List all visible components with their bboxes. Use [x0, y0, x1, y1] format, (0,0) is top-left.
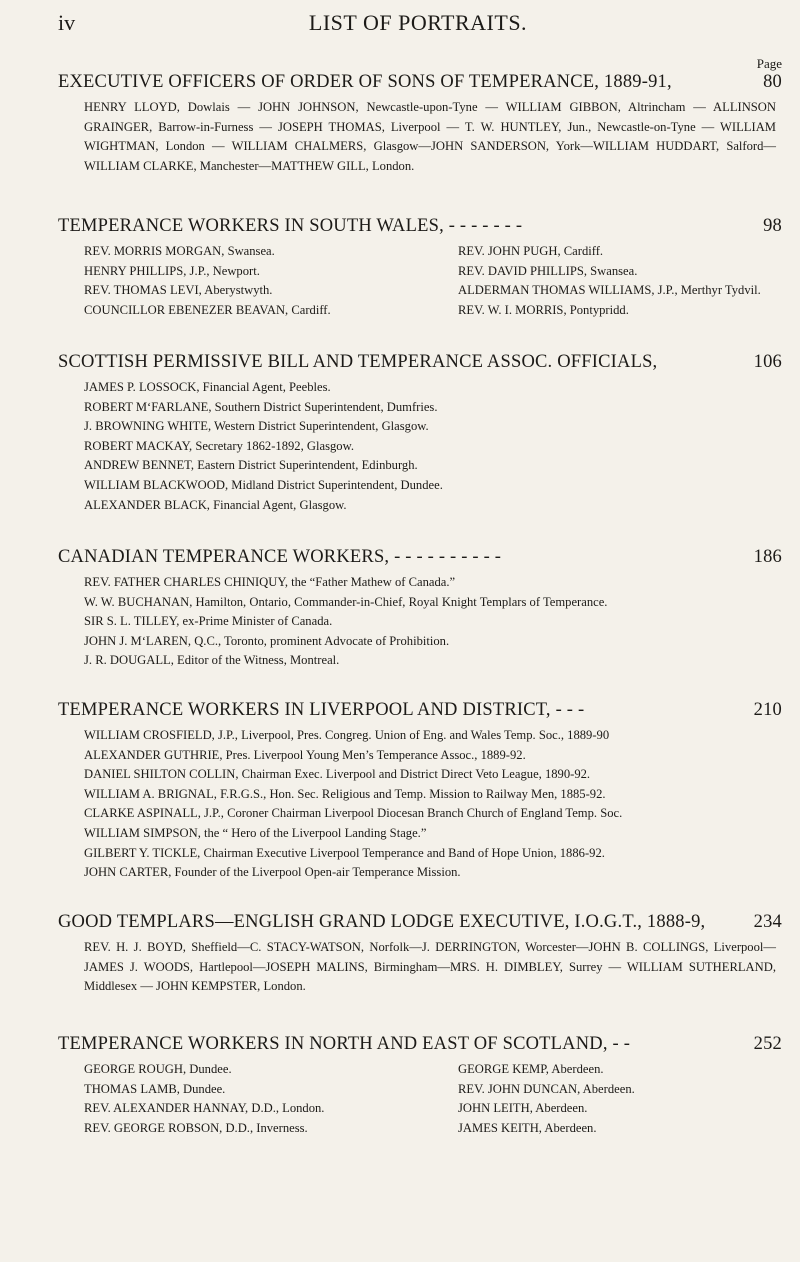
names-list — [58, 573, 782, 671]
names-two-column — [58, 242, 782, 320]
name-entry: ALDERMAN THOMAS WILLIAMS, J.P., Merthyr Tydvil. — [458, 283, 761, 298]
section-page-number: 98 — [763, 216, 782, 236]
name-entry: REV. DAVID PHILLIPS, Swansea. — [458, 263, 638, 278]
name-entry: JOHN CARTER, Founder of the Liverpool Open-air Temperance Mission. — [84, 865, 461, 880]
running-title: LIST OF PORTRAITS. — [308, 10, 528, 35]
name-entry: WILLIAM A. BRIGNAL, F.R.G.S., Hon. Sec. Religious and Temp. Mission to Railway Men, 1885-92. — [84, 786, 606, 801]
section-north-east-scotland — [58, 1034, 782, 1138]
name-entry: CLARKE ASPINALL, J.P., Coroner Chairman Liverpool Diocesan Branch Church of England Temp. Soc. — [84, 806, 623, 821]
name-entry: COUNCILLOR EBENEZER BEAVAN, Cardiff. — [84, 302, 331, 317]
name-entry: DANIEL SHILTON COLLIN, Chairman Exec. Liverpool and District Direct Veto League, 1890-92. — [84, 767, 591, 782]
name-entry: JOHN J. M‘LAREN, Q.C., Toronto, prominent Advocate of Prohibition. — [84, 633, 450, 648]
names-two-column — [58, 1060, 782, 1138]
name-entry: REV. FATHER CHARLES CHINIQUY, the “Father Mathew of Canada.” — [84, 575, 456, 589]
section-heading — [58, 72, 782, 98]
names-list — [58, 378, 782, 515]
name-entry: ALEXANDER BLACK, Financial Agent, Glasgow. — [84, 497, 347, 512]
page-folio: iv — [58, 10, 76, 35]
section-scottish-permissive-bill — [58, 352, 782, 515]
name-entry: REV. GEORGE ROBSON, D.D., Inverness. — [84, 1120, 308, 1135]
section-title: CANADIAN TEMPERANCE WORKERS, - - - - - - - - - - — [58, 547, 502, 567]
section-sons-of-temperance — [58, 72, 782, 176]
name-entry: REV. MORRIS MORGAN, Swansea. — [84, 244, 275, 258]
name-entry: ROBERT M‘FARLANE, Southern District Superintendent, Dumfries. — [84, 399, 438, 414]
section-page-number: 252 — [753, 1034, 782, 1054]
section-canadian-workers — [58, 547, 782, 671]
name-entry: WILLIAM CROSFIELD, J.P., Liverpool, Pres. Congreg. Union of Eng. and Wales Temp. Soc., 1889-90 — [84, 728, 610, 742]
section-title: TEMPERANCE WORKERS IN NORTH AND EAST OF SCOTLAND, - - — [58, 1034, 631, 1054]
name-entry: REV. ALEXANDER HANNAY, D.D., London. — [84, 1101, 325, 1116]
section-names: REV. H. J. BOYD, Sheffield—C. STACY-WATSON, Norfolk—J. DERRINGTON, Worcester—JOHN B. COLLINGS, Liverpool—JAMES J. WOODS, Hartlepool—JOSEPH MALINS, Birmingham—MRS. H. DIMBLEY, Surrey — WILLIAM SUTHERLAND, Middlesex — JOHN KEMPSTER, London. — [84, 940, 776, 994]
section-south-wales — [58, 216, 782, 320]
page-header — [58, 10, 778, 50]
section-page-number: 210 — [753, 700, 782, 720]
name-entry: REV. THOMAS LEVI, Aberystwyth. — [84, 283, 273, 298]
name-entry: J. R. DOUGALL, Editor of the Witness, Montreal. — [84, 653, 340, 668]
name-entry: J. BROWNING WHITE, Western District Superintendent, Glasgow. — [84, 419, 429, 434]
section-heading — [58, 700, 782, 726]
name-entry: REV. W. I. MORRIS, Pontypridd. — [458, 302, 629, 317]
name-entry: JOHN LEITH, Aberdeen. — [458, 1101, 588, 1116]
name-entry: ANDREW BENNET, Eastern District Superintendent, Edinburgh. — [84, 458, 418, 473]
name-entry: WILLIAM BLACKWOOD, Midland District Superintendent, Dundee. — [84, 477, 443, 492]
name-entry: THOMAS LAMB, Dundee. — [84, 1081, 226, 1096]
names-list — [58, 726, 782, 883]
name-entry: ROBERT MACKAY, Secretary 1862-1892, Glasgow. — [84, 438, 355, 453]
section-liverpool-workers — [58, 700, 782, 883]
name-entry: WILLIAM SIMPSON, the “ Hero of the Liverpool Landing Stage.” — [84, 825, 427, 840]
name-entry: JAMES P. LOSSOCK, Financial Agent, Peebles. — [84, 380, 331, 394]
section-page-number: 234 — [753, 912, 782, 932]
name-entry: GEORGE ROUGH, Dundee. — [84, 1062, 232, 1076]
section-heading — [58, 547, 782, 573]
name-entry: W. W. BUCHANAN, Hamilton, Ontario, Commander-in-Chief, Royal Knight Templars of Temperance. — [84, 594, 608, 609]
section-page-number: 186 — [753, 547, 782, 567]
name-entry: HENRY PHILLIPS, J.P., Newport. — [84, 263, 260, 278]
section-heading — [58, 352, 782, 378]
section-title: EXECUTIVE OFFICERS OF ORDER OF SONS OF TEMPERANCE, 1889-91, — [58, 72, 672, 92]
name-entry: GILBERT Y. TICKLE, Chairman Executive Liverpool Temperance and Band of Hope Union, 1886-92. — [84, 845, 605, 860]
page-column-header: Page — [756, 56, 782, 71]
section-heading — [58, 216, 782, 242]
section-page-number: 106 — [753, 352, 782, 372]
section-heading — [58, 1034, 782, 1060]
section-title: TEMPERANCE WORKERS IN LIVERPOOL AND DISTRICT, - - - — [58, 700, 585, 720]
name-entry: SIR S. L. TILLEY, ex-Prime Minister of Canada. — [84, 614, 333, 629]
section-page-number: 80 — [763, 72, 782, 92]
section-title: SCOTTISH PERMISSIVE BILL AND TEMPERANCE ASSOC. OFFICIALS, — [58, 352, 658, 372]
name-entry: REV. JOHN DUNCAN, Aberdeen. — [458, 1081, 635, 1096]
name-entry: ALEXANDER GUTHRIE, Pres. Liverpool Young Men’s Temperance Assoc., 1889-92. — [84, 747, 526, 762]
section-names: HENRY LLOYD, Dowlais — JOHN JOHNSON, Newcastle-upon-Tyne — WILLIAM GIBBON, Altrincham — ALLINSON GRAINGER, Barrow-in-Furness — JOSEPH THOMAS, Liverpool — T. W. HUNTLEY, Jun., Newcastle-on-Tyne — WILLIAM WIGHTMAN, London — WILLIAM CHALMERS, Glasgow—JOHN SANDERSON, York—WILLIAM HUDDART, Salford—WILLIAM CLARKE, Manchester—MATTHEW GILL, London. — [84, 100, 776, 173]
section-heading — [58, 912, 782, 938]
section-good-templars — [58, 912, 782, 997]
section-title: TEMPERANCE WORKERS IN SOUTH WALES, - - - - - - - — [58, 216, 523, 236]
name-entry: GEORGE KEMP, Aberdeen. — [458, 1062, 604, 1076]
section-title: GOOD TEMPLARS—ENGLISH GRAND LODGE EXECUTIVE, I.O.G.T., 1888-9, — [58, 912, 706, 932]
name-entry: REV. JOHN PUGH, Cardiff. — [458, 244, 604, 258]
name-entry: JAMES KEITH, Aberdeen. — [458, 1120, 597, 1135]
